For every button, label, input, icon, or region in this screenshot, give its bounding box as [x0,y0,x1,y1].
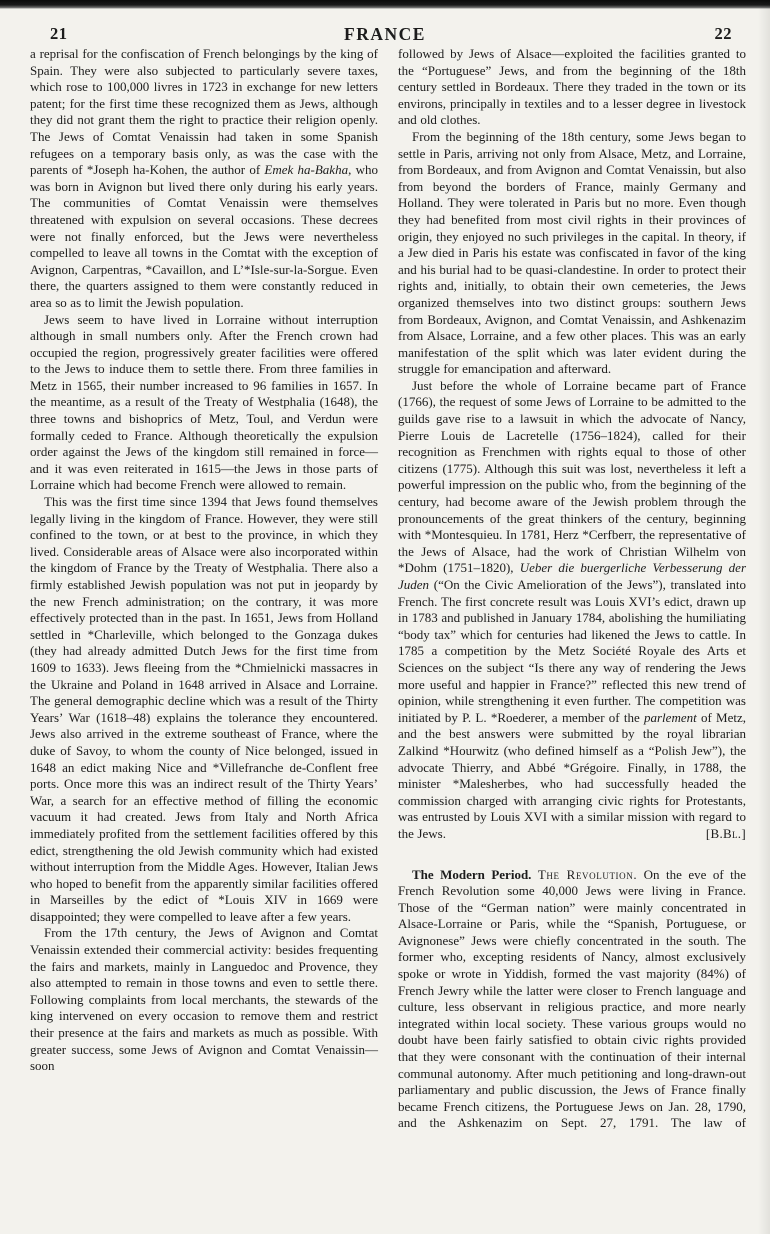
text-run: (“On the Civic Amelioration of the Jews”), translated into French. The first concrete result was Louis XVI’s edict, drawn up in 1783 and published in January 1784, abolishing the humiliating “body tax” which for centuries had likened the Jews to cattle. In 1785 a competition by the Metz Société Royale des Arts et Sciences on the subject “Is there any way of rendering the Jews more useful and happier in France?” reflected this new trend of opinion, while strengthening it even further. The competition was initiated by P. L. *Roederer, a member of the [398,577,746,725]
text-run: a reprisal for the confiscation of French belongings by the king of Spain. They were also subjected to particularly severe taxes, which rose to 100,000 livres in 1723 in exchange for new letters patent; for the first time these recognized them as Jews, although they did not grant them the right to practice their religion openly. The Jews of Comtat Venaissin had taken in some Spanish refugees on a temporary basis only, as was the case with the parents of *Joseph ha-Kohen, the author of [30,46,378,178]
paragraph [398,129,746,378]
paragraph [30,925,378,1074]
text-run: This was the first time since 1394 that Jews found themselves legally living in the kingdom of France. However, they were still confined to the town, or at best to the province, in which they lived. Considerable areas of Alsace were also incorporated within the kingdom of France by the Treaty of Westphalia. There also a firmly established Jewish population was not put in jeopardy by the new French administration; on the contrary, it was more effectively protected than in the past. In 1651, Jews from Holland settled in *Charleville, which belonged to the Gonzaga dukes (they had already admitted Dutch Jews for the first time from 1609 to 1633). Jews fleeing from the *Chmielnicki massacres in the Ukraine and Poland in 1648 arrived in Alsace and Lorraine. The general demographic decline which was a result of the Thirty Years’ War (1618–48) explains the tolerance they encountered. Jews also arrived in the extreme southeast of France, where the duke of Savoy, to whom the county of Nice belonged, issued in 1648 an edict making Nice and *Villefranche de-Conflent free ports. Once more this was an indirect result of the Thirty Years’ War, a search for an effective method of filling the economic vacuum it had created. Jews from Italy and North Africa immediately profited from the settlement facilities offered by this edict, strengthening the old Jewish community which had existed without interruption from the Middle Ages. However, Italian Jews who hoped to benefit from the apparently similar facilities offered in Marseilles by the edict of *Louis XIV in 1669 were disappointed; they were compelled to leave after a few years. [30,494,378,924]
column-right [398,46,746,1132]
page-number-left: 21 [50,24,68,43]
text-run: of Metz, and the best answers were submitted by the royal librarian Zalkind *Hourwitz (who defined himself as a “Polish Jew”), the advocate Thierry, and Abbé *Grégoire. Finally, in 1788, the minister *Malesherbes, who had successfully headed the commission charged with arranging civic rights for Protestants, was entrusted by Louis XVI with a similar mission with regard to the Jews. [398,709,747,841]
author-signature: [B.Bl.] [705,825,746,841]
text-run: Just before the whole of Lorraine became part of France (1766), the request of some Jews of Lorraine to be admitted to the guilds gave rise to a lawsuit in which the advocate of Nancy, Pierre Louis de Lacretelle (1756–1824), called for their recognition as Frenchmen with rights equal to those of other citizens (1775). Although this suit was lost, nevertheless it left a powerful impression on the public who, from the beginning of the century, had become aware of the Jewish problem through the pronouncements of the great thinkers of the century, beginning with *Montesquieu. In 1781, Herz *Cerfberr, the representative of the Jews of Alsace, had the work of Christian Wilhelm von *Dohm (1751–1820), [398,377,746,576]
text-run: On the eve of the French Revolution some 40,000 Jews were living in France. Those of the “German nation” were mainly concentrated in Alsace-Lorraine or Paris, while the “Spanish, Portuguese, or Avignonese” Jews were chiefly concentrated in the south. The former who, excepting residents of Nancy, almost exclusively spoke or wrote in Yiddish, formed the vast majority (84%) of French Jewry while the latter were closer to French language and culture, less observant in religious practice, and more nearly integrated within local society. These various groups would no doubt have been fairly satisfied to obtain civic rights provided that they were consonant with the continuation of their internal communal autonomy. After much petitioning and long-drawn-out parliamentary and public discussion, the Jews of France finally became French citizens, the Portuguese Jews on Jan. 28, 1790, and the Ashkenazim on Sept. 27, 1791. The law of [398,866,746,1131]
article-columns [30,46,746,1132]
column-left [30,46,378,1132]
paragraph [30,312,378,495]
scan-edge-artifact [0,0,770,9]
styled-text-run: Ueber die buergerliche Verbesserung der Juden [398,560,746,592]
text-run: followed by Jews of Alsace—exploited the facilities granted to the “Portuguese” Jews, and from the beginning of the 18th century settled in Bordeaux. There they traded in the town or its environs, principally in textiles and to a lesser degree in livestock and old clothes. [398,46,746,128]
page-number-right: 22 [714,24,732,43]
text-run: From the 17th century, the Jews of Avignon and Comtat Venaissin extended their commercial activity: besides frequenting the fairs and markets, mainly in Languedoc and Provence, they also attempted to remain in those towns and even to settle there. Following complaints from local merchants, the stewards of the king intervened on every occasion to remove them and restrict their presence at the fairs and markets as much as possible. With greater success, some Jews of Avignon and Comtat Venaissin—soon [30,925,378,1074]
styled-text-run: The Modern Period. [412,866,538,882]
paragraph [398,867,746,1133]
paragraph [398,378,746,843]
page-title: FRANCE [344,24,426,44]
styled-text-run: Emek ha-Bakha [264,162,349,178]
paragraph [30,494,378,925]
paragraph [398,46,746,129]
paragraph [30,46,378,312]
text-run: , who was born in Avignon but lived there only during his early years. The communities of Comtat Venaissin were themselves threatened with expulsion on several occasions. These decrees were not finally enforced, but the Jews were nevertheless compelled to leave all towns in the Comtat with the exception of Avignon, Carpentras, *Cavaillon, and L’*Isle-sur-la-Sorgue. Even there, the quarters assigned to them were constantly reduced in area so as to limit the Jewish population. [30,162,378,310]
styled-text-run: parlement [644,709,697,725]
styled-text-run: The Revolution. [537,866,638,882]
text-run: Jews seem to have lived in Lorraine without interruption although in small numbers only. After the French crown had occupied the region, progressively greater facilities were offered to the Jews to induce them to settle there. From three families in Metz in 1565, their number increased to 96 families in 1657. In the meantime, as a result of the Treaty of Westphalia (1648), the three towns and bishoprics of Metz, Toul, and Verdun were formally ceded to France. Although theoretically the expulsion order against the Jews of the kingdom still remained in force—and it was even reiterated in 1615—the Jews in those parts of Lorraine which had become French were allowed to remain. [30,311,378,493]
text-run: From the beginning of the 18th century, some Jews began to settle in Paris, arriving not only from Alsace, Metz, and Lorraine, from Bordeaux, and from Avignon and Comtat Venaissin, but also from beyond the borders of France, mainly Germany and Holland. They were tolerated in Paris but no more. Even though they had benefited from most civil rights in their provinces of origin, they enjoyed no such privileges in the capital. In theory, if a Jew died in Paris his estate was confiscated in favor of the king and his burial had to be quasi-clandestine. In order to protect their rights and, initially, to obtain their own cemeteries, the Jews organized themselves into two distinct groups: southern Jews from Bordeaux, Avignon, and Comtat Venaissin, and Ashkenazim from Alsace, Lorraine, and a few other places. This was an early manifestation of the split which was later evident during the struggle for emancipation and afterward. [398,128,746,377]
running-head [0,24,770,46]
